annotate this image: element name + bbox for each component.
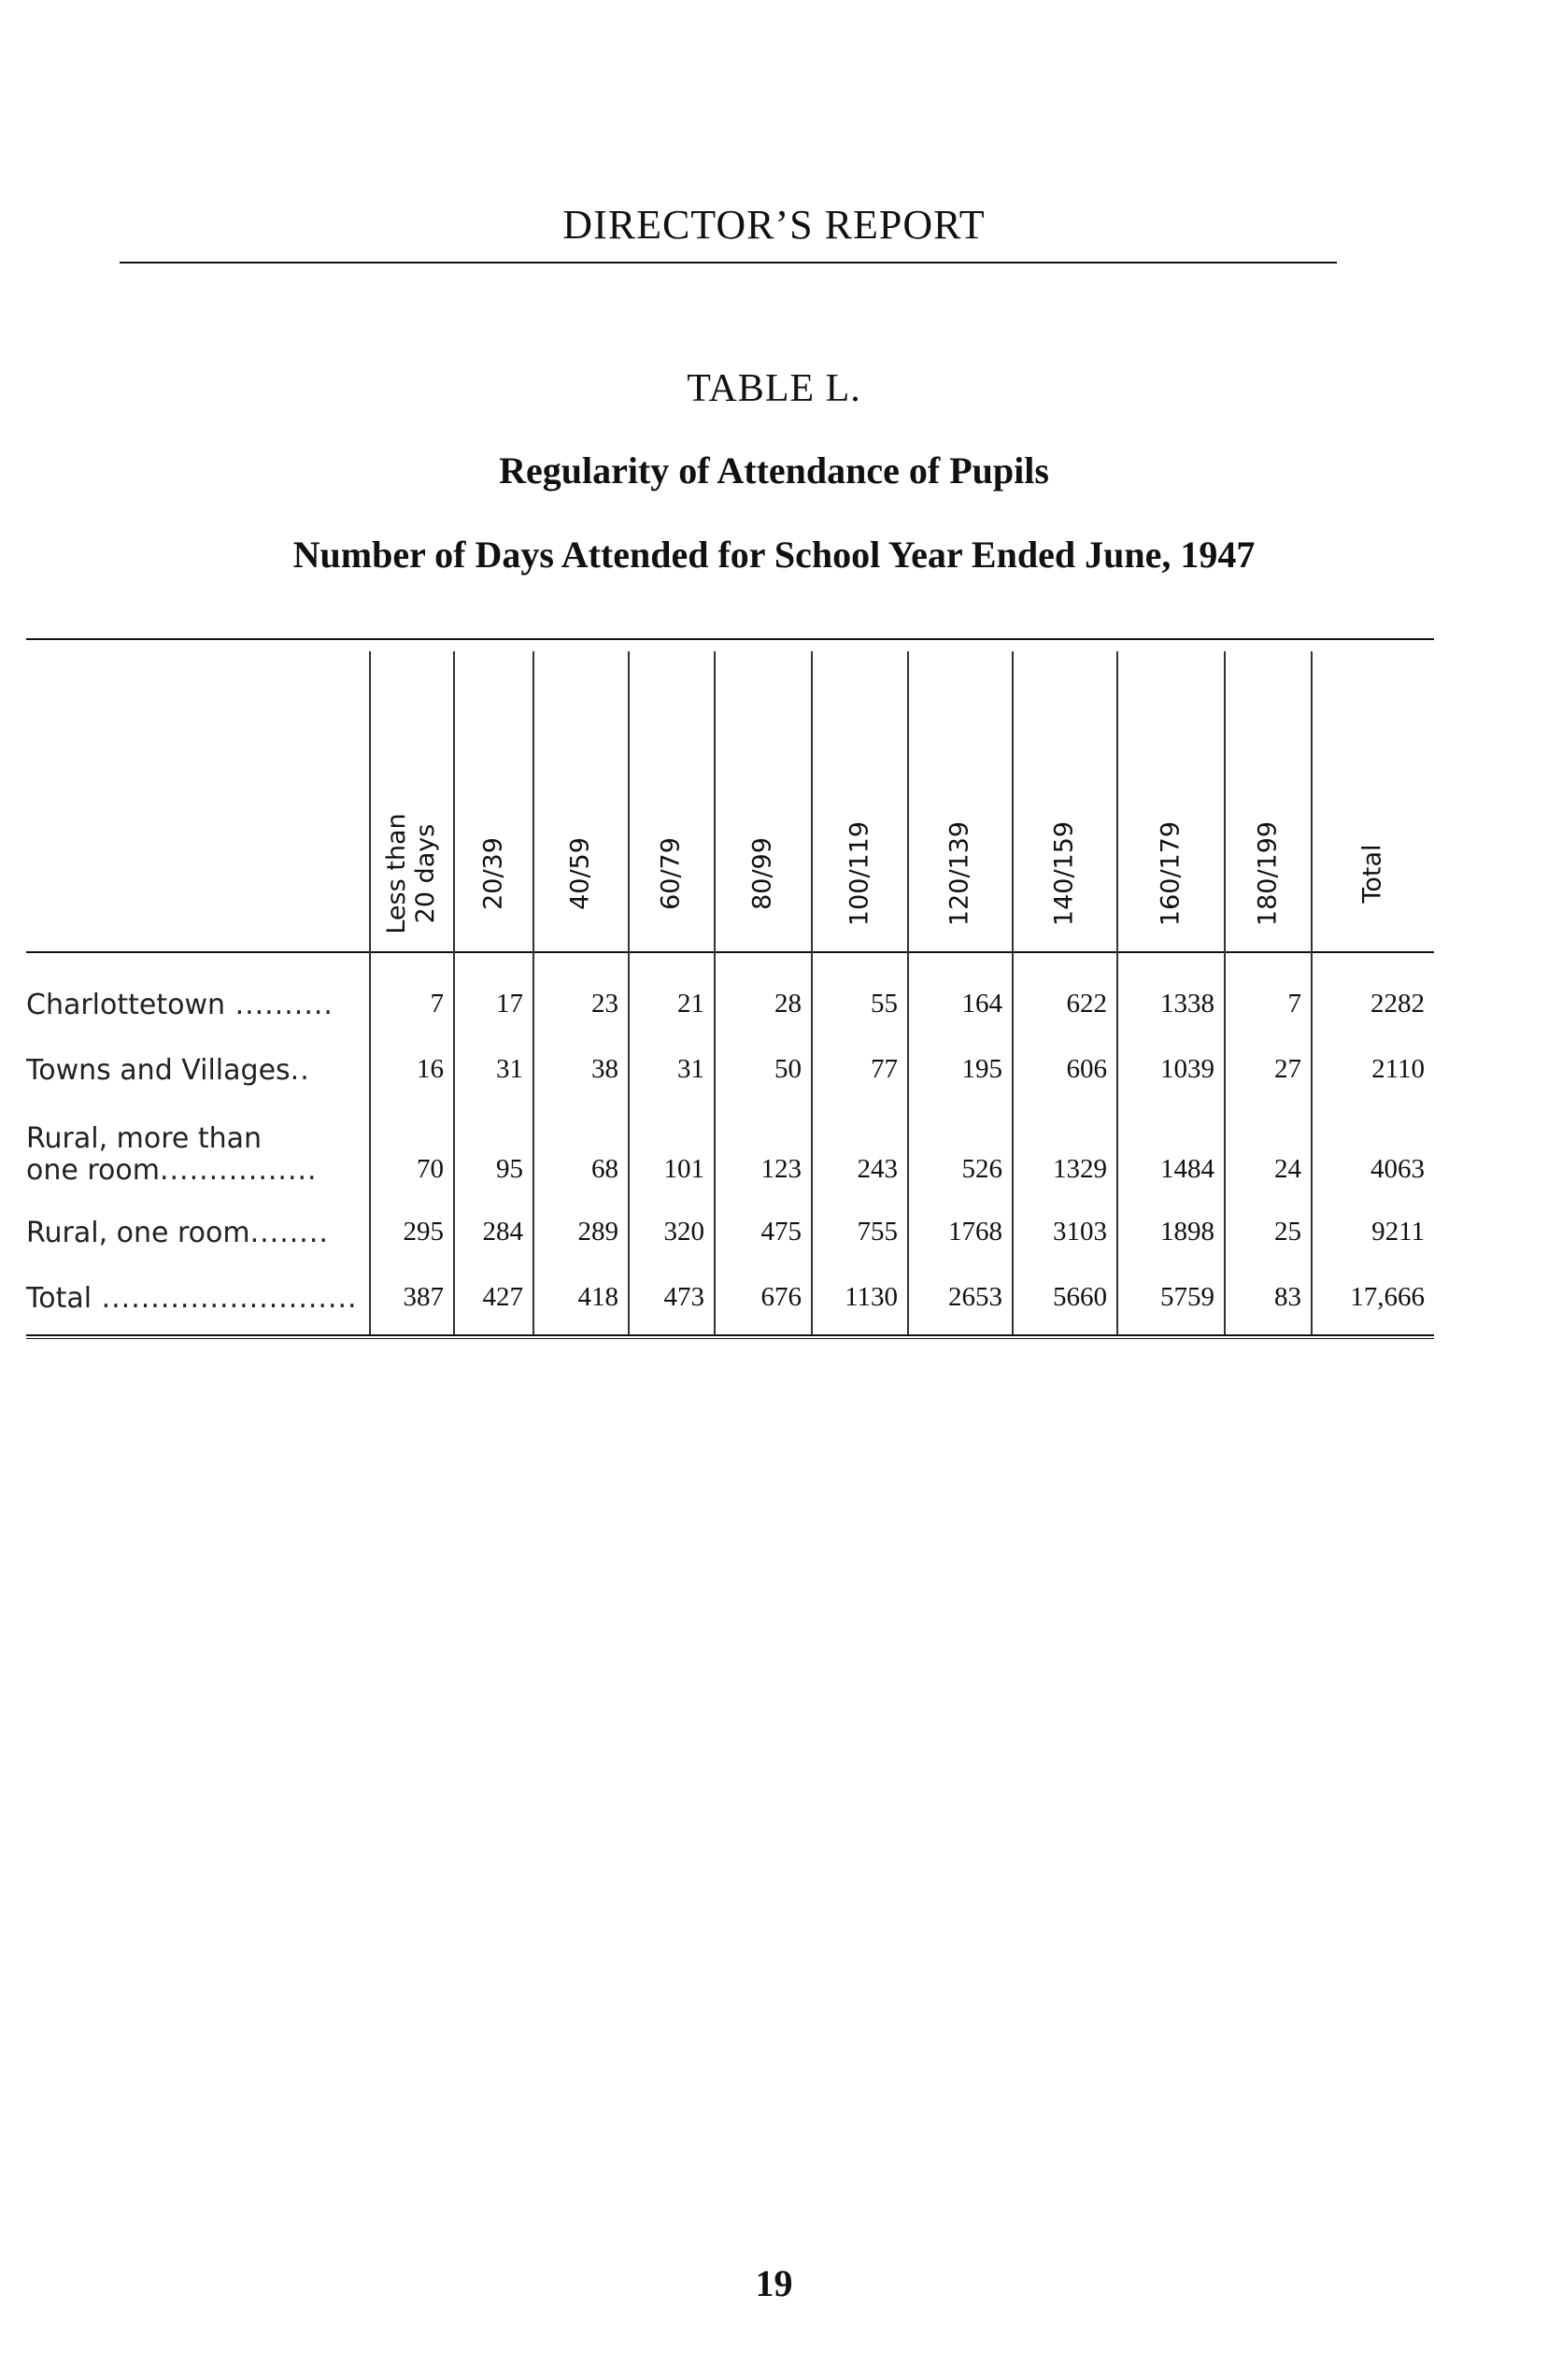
table-cell: 622 bbox=[1066, 989, 1107, 1019]
table-cell: 5660 bbox=[1053, 1282, 1107, 1312]
row-label: Rural, one room........ bbox=[26, 1217, 329, 1249]
header-bottom-rule bbox=[26, 951, 1434, 953]
table-bottom-rule bbox=[26, 1334, 1434, 1336]
column-header bbox=[1156, 821, 1185, 926]
column-header-line: 40/59 bbox=[565, 837, 595, 910]
table-cell: 2282 bbox=[1370, 989, 1425, 1019]
column-header-line: 140/159 bbox=[1049, 820, 1079, 927]
table-cell: 27 bbox=[1274, 1054, 1301, 1084]
table-cell: 95 bbox=[496, 1154, 523, 1184]
table-cell: 387 bbox=[403, 1282, 444, 1312]
table-cell: 7 bbox=[430, 989, 444, 1019]
row-label: Charlottetown .......... bbox=[26, 989, 334, 1021]
table-cell: 77 bbox=[871, 1054, 898, 1084]
table-cell: 284 bbox=[482, 1217, 523, 1247]
column-header bbox=[382, 813, 440, 933]
table-cell: 1484 bbox=[1160, 1154, 1214, 1184]
column-header bbox=[657, 837, 686, 910]
column-header bbox=[478, 837, 507, 910]
table-cell: 50 bbox=[774, 1054, 802, 1084]
table-cell: 320 bbox=[663, 1217, 704, 1247]
column-header bbox=[1358, 844, 1387, 903]
table-cell: 295 bbox=[403, 1217, 444, 1247]
table-cell: 475 bbox=[760, 1217, 802, 1247]
table-cell: 101 bbox=[663, 1154, 704, 1184]
column-header-line: Less than bbox=[382, 813, 411, 934]
column-header bbox=[748, 837, 777, 910]
column-header bbox=[945, 821, 974, 926]
table-cell: 5759 bbox=[1160, 1282, 1214, 1312]
table-cell: 606 bbox=[1066, 1054, 1107, 1084]
table-cell: 21 bbox=[677, 989, 704, 1019]
page-number: 19 bbox=[755, 2262, 793, 2304]
table-cell: 83 bbox=[1274, 1282, 1301, 1312]
table-cell: 31 bbox=[677, 1054, 704, 1084]
row-label: Rural, more than bbox=[26, 1122, 263, 1155]
table-cell: 473 bbox=[663, 1282, 704, 1312]
table-cell: 3103 bbox=[1053, 1217, 1107, 1247]
leader-dots: ................ bbox=[159, 1154, 318, 1187]
row-label: Towns and Villages.. bbox=[26, 1054, 310, 1087]
table-cell: 1898 bbox=[1160, 1217, 1214, 1247]
column-header-line: 100/119 bbox=[845, 820, 873, 927]
table-cell: 23 bbox=[591, 989, 618, 1019]
table-cell: 1338 bbox=[1160, 989, 1214, 1019]
table-cell: 2653 bbox=[948, 1282, 1002, 1312]
column-header-line: 20 days bbox=[411, 823, 440, 924]
column-header bbox=[566, 837, 595, 910]
table-cell: 676 bbox=[760, 1282, 802, 1312]
row-label: Total .......................... bbox=[26, 1282, 358, 1315]
column-header-line: 120/139 bbox=[944, 820, 974, 927]
table-title: Regularity of Attendance of Pupils bbox=[499, 449, 1049, 492]
table-cell: 1130 bbox=[845, 1282, 898, 1312]
table-cell: 38 bbox=[591, 1054, 618, 1084]
table-cell: 195 bbox=[961, 1054, 1002, 1084]
table-cell: 526 bbox=[961, 1154, 1002, 1184]
table-bottom-rule-2 bbox=[26, 1338, 1434, 1339]
table-cell: 1768 bbox=[948, 1217, 1002, 1247]
leader-dots: .......................... bbox=[92, 1282, 358, 1315]
column-header-line: Total bbox=[1357, 844, 1387, 904]
column-header-line: 80/99 bbox=[747, 837, 777, 910]
table-cell: 4063 bbox=[1370, 1154, 1425, 1184]
table-top-rule bbox=[26, 638, 1434, 640]
table-cell: 17,666 bbox=[1350, 1282, 1425, 1312]
column-header bbox=[845, 821, 873, 926]
table-label: TABLE L. bbox=[687, 367, 861, 410]
table-cell: 68 bbox=[591, 1154, 618, 1184]
table-cell: 17 bbox=[496, 989, 523, 1019]
table-cell: 1329 bbox=[1053, 1154, 1107, 1184]
column-header-line: 60/79 bbox=[656, 837, 686, 910]
column-header bbox=[1253, 821, 1282, 926]
table-cell: 755 bbox=[857, 1217, 898, 1247]
table-cell: 25 bbox=[1274, 1217, 1301, 1247]
table-cell: 164 bbox=[961, 989, 1002, 1019]
table-cell: 9211 bbox=[1371, 1217, 1425, 1247]
table-cell: 70 bbox=[417, 1154, 444, 1184]
column-header-line: 160/179 bbox=[1156, 820, 1185, 927]
leader-dots: .......... bbox=[225, 989, 334, 1021]
row-label-cont: one room................ bbox=[26, 1154, 318, 1187]
table-cell: 243 bbox=[857, 1154, 898, 1184]
table-cell: 418 bbox=[577, 1282, 618, 1312]
table-cell: 123 bbox=[760, 1154, 802, 1184]
table-cell: 55 bbox=[871, 989, 898, 1019]
table-cell: 289 bbox=[577, 1217, 618, 1247]
running-header: DIRECTOR’S REPORT bbox=[562, 202, 986, 248]
table-cell: 2110 bbox=[1371, 1054, 1425, 1084]
table-subtitle: Number of Days Attended for School Year Ended June, 1947 bbox=[292, 534, 1256, 576]
table-cell: 427 bbox=[482, 1282, 523, 1312]
column-header-line: 180/199 bbox=[1253, 820, 1282, 927]
table-cell: 24 bbox=[1274, 1154, 1301, 1184]
table-cell: 28 bbox=[774, 989, 802, 1019]
column-header bbox=[1050, 821, 1079, 926]
column-header-line: 20/39 bbox=[478, 837, 507, 910]
table-cell: 31 bbox=[496, 1054, 523, 1084]
leader-dots: ........ bbox=[249, 1217, 329, 1249]
table-cell: 7 bbox=[1287, 989, 1301, 1019]
table-cell: 1039 bbox=[1160, 1054, 1214, 1084]
leader-dots: .. bbox=[290, 1054, 310, 1087]
table-cell: 16 bbox=[417, 1054, 444, 1084]
